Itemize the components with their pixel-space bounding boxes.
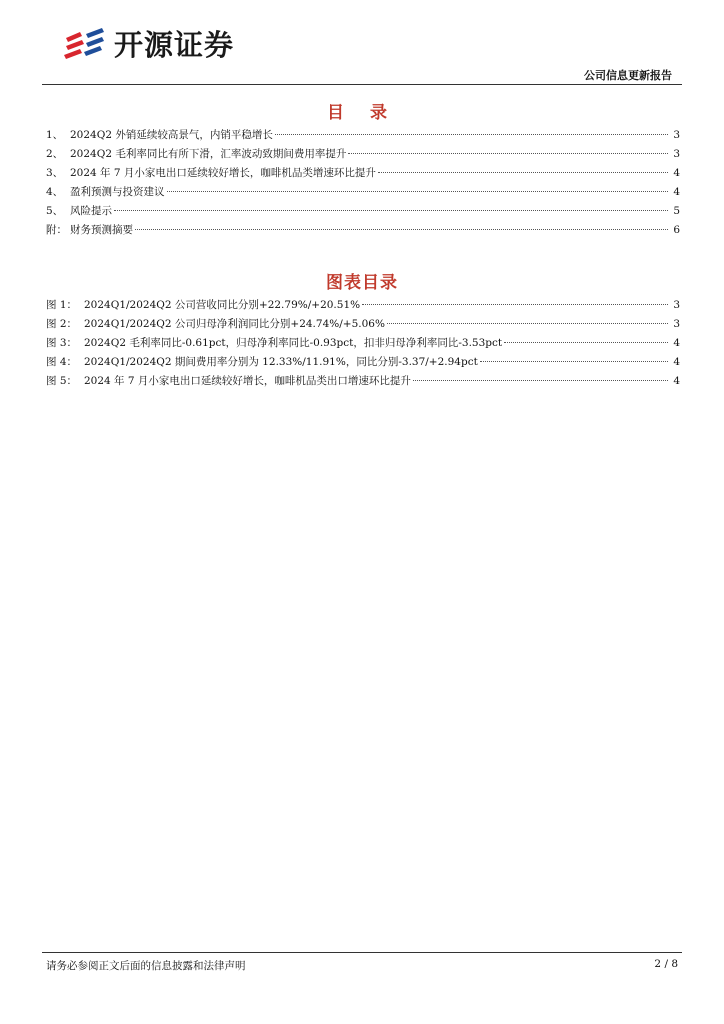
toc-item-page: 6 bbox=[673, 224, 680, 236]
brand-name: 开源证券 bbox=[114, 28, 235, 62]
figure-item-title: 2024 年 7 月小家电出口延续较好增长，咖啡机品类出口增速环比提升 bbox=[84, 375, 411, 387]
toc-item-title: 2024Q2 外销延续较高景气，内销平稳增长 bbox=[70, 129, 273, 141]
toc-item-number: 4、 bbox=[46, 186, 64, 198]
figure-item-number: 图 2： bbox=[46, 318, 78, 330]
leader-dots bbox=[504, 342, 668, 343]
figure-item-number: 图 5： bbox=[46, 375, 78, 387]
figure-list-title: 图表目录 bbox=[326, 273, 398, 293]
toc-item-page: 3 bbox=[673, 148, 680, 160]
toc-item[interactable] bbox=[46, 145, 680, 164]
toc-title: 目 录 bbox=[327, 103, 397, 123]
toc-item[interactable] bbox=[46, 202, 680, 221]
logo-mark-icon bbox=[62, 26, 106, 64]
header-divider bbox=[42, 84, 682, 85]
toc-item-title: 盈利预测与投资建议 bbox=[70, 186, 165, 198]
figure-item-title: 2024Q1/2024Q2 公司营收同比分别+22.79%/+20.51% bbox=[84, 299, 361, 311]
toc-item[interactable] bbox=[46, 126, 680, 145]
toc-item-page: 4 bbox=[673, 186, 680, 198]
figure-item-number: 图 1： bbox=[46, 299, 78, 311]
figure-item[interactable] bbox=[46, 296, 680, 315]
toc-item-number: 附： bbox=[46, 224, 67, 236]
leader-dots bbox=[387, 323, 668, 324]
toc-item-title: 2024Q2 毛利率同比有所下滑，汇率波动致期间费用率提升 bbox=[70, 148, 347, 160]
footer-disclaimer: 请务必参阅正文后面的信息披露和法律声明 bbox=[46, 960, 246, 972]
figure-item-title: 2024Q1/2024Q2 公司归母净利润同比分别+24.74%/+5.06% bbox=[84, 318, 385, 330]
report-type: 公司信息更新报告 bbox=[584, 69, 672, 82]
toc-item-number: 5、 bbox=[46, 205, 64, 217]
figure-item[interactable] bbox=[46, 315, 680, 334]
toc-item-number: 2、 bbox=[46, 148, 64, 160]
toc-item-title: 财务预测摘要 bbox=[70, 224, 133, 236]
leader-dots bbox=[348, 153, 668, 154]
figure-item-page: 4 bbox=[673, 337, 680, 349]
figure-item-page: 4 bbox=[673, 356, 680, 368]
figure-item-title: 2024Q1/2024Q2 期间费用率分别为 12.33%/11.91%，同比分别-3.37/+2.94pct bbox=[84, 356, 478, 368]
figure-item-number: 图 3： bbox=[46, 337, 78, 349]
page-number: 2 / 8 bbox=[654, 958, 678, 970]
toc-item[interactable] bbox=[46, 183, 680, 202]
toc-item-title: 风险提示 bbox=[70, 205, 112, 217]
figure-list bbox=[46, 296, 680, 391]
toc-item-title: 2024 年 7 月小家电出口延续较好增长，咖啡机品类增速环比提升 bbox=[70, 167, 376, 179]
figure-item[interactable] bbox=[46, 334, 680, 353]
toc-item-page: 4 bbox=[673, 167, 680, 179]
leader-dots bbox=[362, 304, 668, 305]
figure-item[interactable] bbox=[46, 372, 680, 391]
leader-dots bbox=[480, 361, 668, 362]
figure-item[interactable] bbox=[46, 353, 680, 372]
figure-item-page: 3 bbox=[673, 299, 680, 311]
toc-item-number: 3、 bbox=[46, 167, 64, 179]
leader-dots bbox=[135, 229, 668, 230]
toc-item-number: 1、 bbox=[46, 129, 64, 141]
company-logo bbox=[62, 26, 234, 64]
leader-dots bbox=[413, 380, 668, 381]
figure-item-number: 图 4： bbox=[46, 356, 78, 368]
toc-item-page: 5 bbox=[673, 205, 680, 217]
toc-list bbox=[46, 126, 680, 240]
figure-item-title: 2024Q2 毛利率同比-0.61pct，归母净利率同比-0.93pct，扣非归母净利率同比-3.53pct bbox=[84, 337, 503, 349]
footer-divider bbox=[42, 952, 682, 953]
leader-dots bbox=[275, 134, 668, 135]
figure-item-page: 4 bbox=[673, 375, 680, 387]
leader-dots bbox=[114, 210, 668, 211]
leader-dots bbox=[378, 172, 668, 173]
toc-item[interactable] bbox=[46, 164, 680, 183]
toc-item[interactable] bbox=[46, 221, 680, 240]
toc-item-page: 3 bbox=[673, 129, 680, 141]
leader-dots bbox=[167, 191, 669, 192]
figure-item-page: 3 bbox=[673, 318, 680, 330]
